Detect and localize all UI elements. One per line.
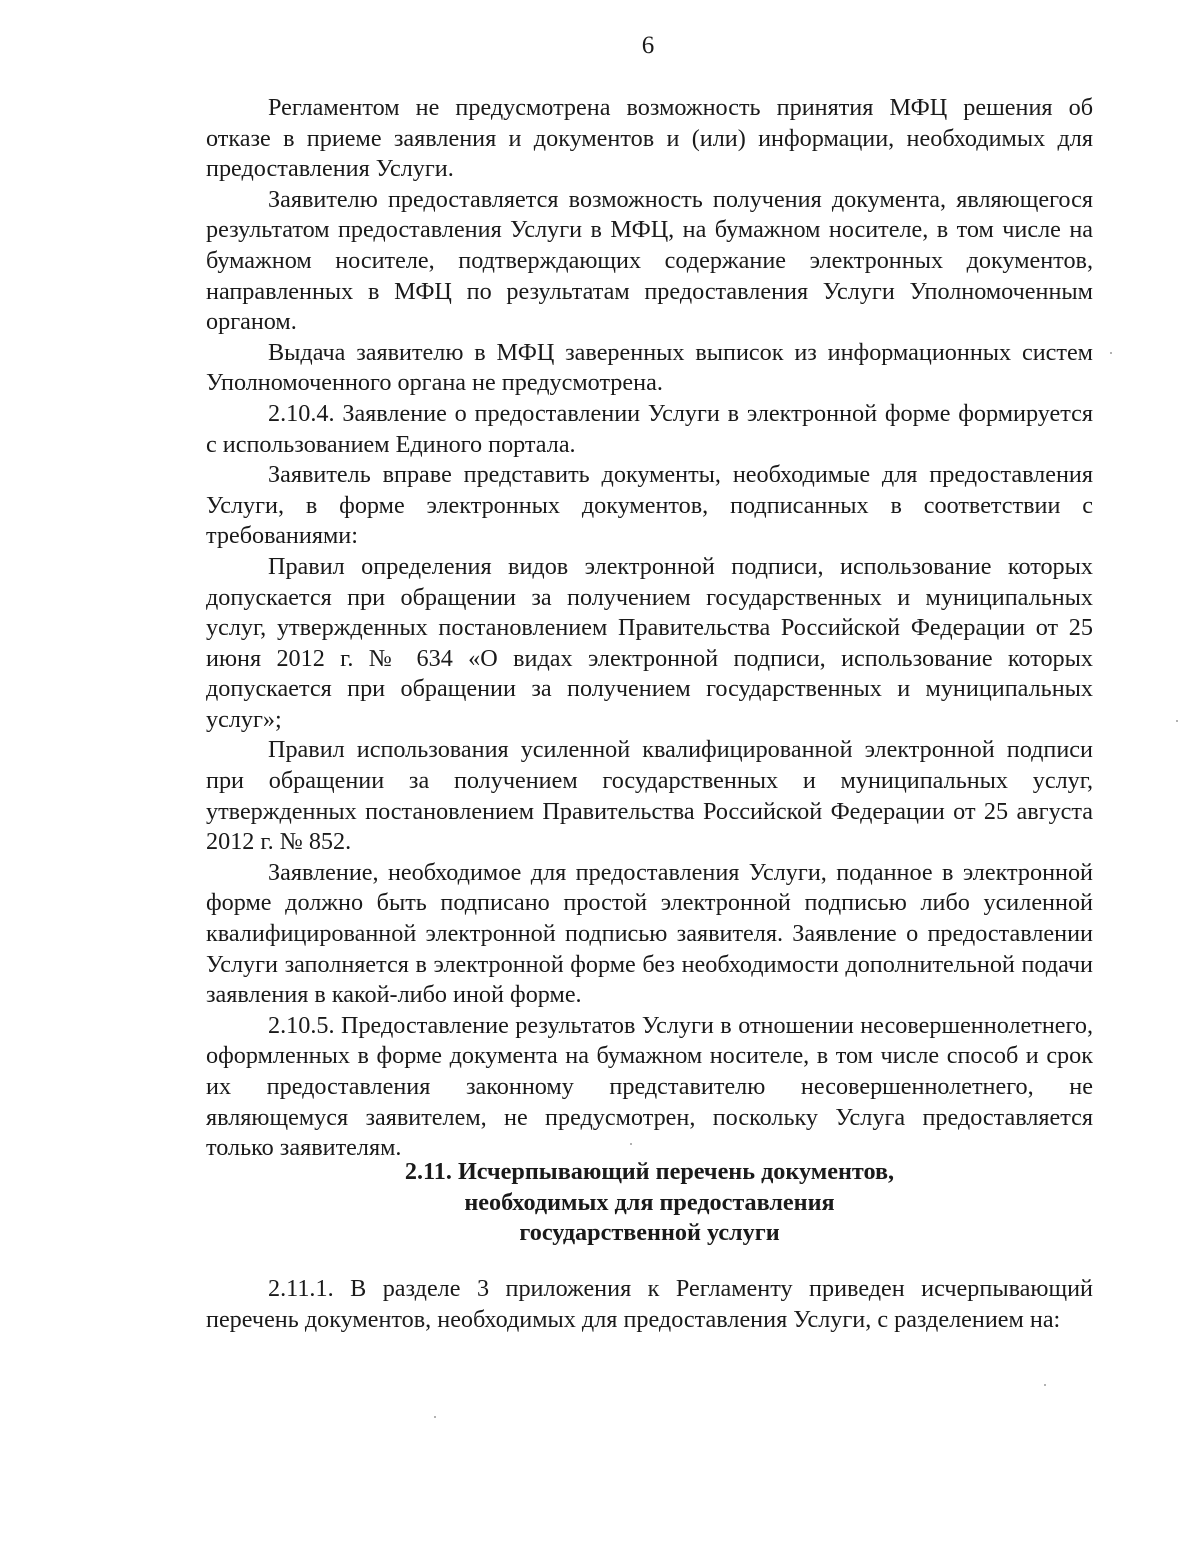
section-heading-line: 2.11. Исчерпывающий перечень документов, xyxy=(404,1158,895,1185)
section-text xyxy=(206,1274,1093,1335)
section-heading-line: государственной услуги xyxy=(519,1219,780,1247)
page-number: 6 xyxy=(641,32,655,59)
section-heading-line: необходимых для предоставления xyxy=(464,1188,835,1216)
paragraph: Заявителю предоставляется возможность получения документа, являющегося результатом предоставления Услуги в МФЦ, на бумажном носителе, в том числе на бумажном носителе, подтверждающих содержание электронных документов, направленных в МФЦ по результатам предоставления Услуги Уполномоченным органом. xyxy=(206,185,1093,336)
paragraph: Правил использования усиленной квалифицированной электронной подписи при обращении за получением государственных и муниципальных услуг, утвержденных постановлением Правительства Российской Федерации от 25 августа 2012 г. № 852. xyxy=(206,736,1093,856)
scan-speck xyxy=(1044,1384,1046,1386)
paragraph: 2.11.1. В разделе 3 приложения к Регламенту приведен исчерпывающий перечень документов, необходимых для предоставления Услуги, с разделением на: xyxy=(206,1275,1093,1333)
scan-speck xyxy=(630,1143,632,1145)
section-heading xyxy=(206,1157,1093,1249)
paragraph: 2.10.4. Заявление о предоставлении Услуги в электронной форме формируется с использованием Единого портала. xyxy=(206,399,1093,458)
scan-speck xyxy=(434,1416,436,1418)
scan-speck xyxy=(1110,352,1112,354)
paragraph: Регламентом не предусмотрена возможность принятия МФЦ решения об отказе в приеме заявления и документов и (или) информации, необходимых для предоставления Услуги. xyxy=(206,94,1093,183)
paragraph: Заявление, необходимое для предоставления Услуги, поданное в электронной форме должно быть подписано простой электронной подписью либо усиленной квалифицированной электронной подписью заявителя. Заявление о предоставлении Услуги заполняется в электронной форме без необходимости дополнительной подачи заявления в какой-либо иной форме. xyxy=(206,858,1093,1009)
paragraph: Выдача заявителю в МФЦ заверенных выписок из информационных систем Уполномоченного органа не предусмотрена. xyxy=(206,338,1093,397)
body-text xyxy=(206,93,1093,1164)
paragraph: Правил определения видов электронной подписи, использование которых допускается при обращении за получением государственных и муниципальных услуг, утвержденных постановлением Правительства Российской Федерации от 25 июня 2012 г. № 634 «О видах электронной подписи, использование которых допускается при обращении за получением государственных и муниципальных услуг»; xyxy=(206,552,1093,733)
scan-speck xyxy=(1176,720,1178,722)
paragraph: 2.10.5. Предоставление результатов Услуги в отношении несовершеннолетнего, оформленных в форме документа на бумажном носителе, в том числе способ и срок их предоставления законному представителю несовершеннолетнего, не являющемуся заявителем, не предусмотрен, поскольку Услуга предоставляется только заявителям. xyxy=(206,1011,1093,1162)
paragraph: Заявитель вправе представить документы, необходимые для предоставления Услуги, в форме электронных документов, подписанных в соответствии с требованиями: xyxy=(206,461,1093,550)
